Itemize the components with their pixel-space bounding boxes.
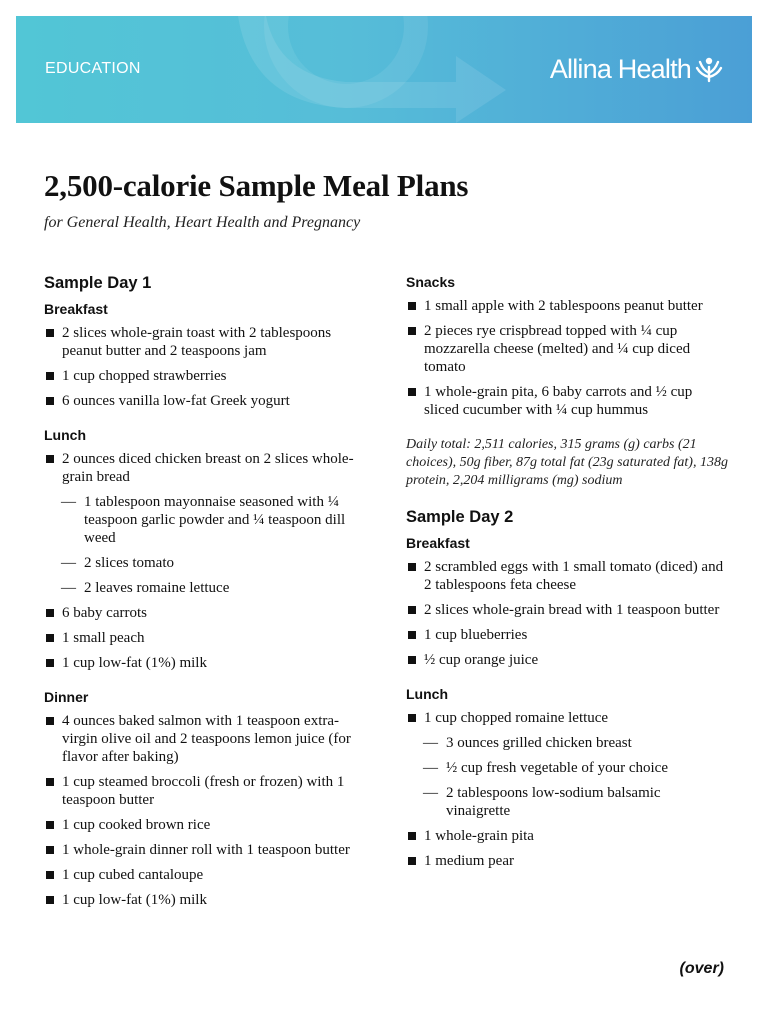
day1-lunch-heading: Lunch <box>44 427 86 443</box>
day2-heading: Sample Day 2 <box>406 508 514 526</box>
page-subtitle: for General Health, Heart Health and Pregnancy <box>44 214 361 231</box>
list-item: 1 cup low-fat (1%) milk <box>44 654 374 672</box>
left-column <box>44 274 374 926</box>
day1-snacks-heading: Snacks <box>406 274 456 290</box>
day1-breakfast-list <box>44 324 374 410</box>
day1-snacks-list <box>406 297 728 419</box>
day1-dinner-list <box>44 712 374 909</box>
list-item: 1 cup cubed cantaloupe <box>44 866 374 884</box>
header-banner <box>16 16 752 123</box>
list-item: 1 cup chopped strawberries <box>44 367 374 385</box>
list-item: 2 slices whole-grain toast with 2 tablespoons peanut butter and 2 teaspoons jam <box>44 324 374 360</box>
day2-lunch-list <box>406 709 728 870</box>
sub-list-item: — ½ cup fresh vegetable of your choice <box>406 759 728 777</box>
list-item: 1 whole-grain pita, 6 baby carrots and ½ cup sliced cucumber with ¼ cup hummus <box>406 383 728 419</box>
list-item: 1 medium pear <box>406 852 728 870</box>
right-column <box>406 274 728 887</box>
day1-daily-total: Daily total: 2,511 calories, 315 grams (g) carbs (21 choices), 50g fiber, 87g total fat (23g saturated fat), 138g protein, 2,204 milligrams (mg) sodium <box>406 437 728 488</box>
allina-health-logo <box>550 54 724 85</box>
day2-lunch-heading: Lunch <box>406 686 448 702</box>
list-item: 6 ounces vanilla low-fat Greek yogurt <box>44 392 374 410</box>
day1-lunch-list <box>44 450 374 672</box>
sub-list-item: — 2 tablespoons low-sodium balsamic vinaigrette <box>406 784 728 820</box>
day2-breakfast-list <box>406 558 728 669</box>
list-item: 1 cup chopped romaine lettuce <box>406 709 728 727</box>
list-item: 2 ounces diced chicken breast on 2 slices whole-grain bread <box>44 450 374 486</box>
list-item: 1 whole-grain dinner roll with 1 teaspoon butter <box>44 841 374 859</box>
allina-emblem-icon <box>694 53 724 83</box>
sub-list-item: — 2 leaves romaine lettuce <box>44 579 374 597</box>
list-item: ½ cup orange juice <box>406 651 728 669</box>
list-item: 2 pieces rye crispbread topped with ¼ cup mozzarella cheese (melted) and ¼ cup diced tomato <box>406 322 728 376</box>
list-item: 6 baby carrots <box>44 604 374 622</box>
logo-text: Allina Health <box>549 54 691 84</box>
list-item: 1 cup low-fat (1%) milk <box>44 891 374 909</box>
day1-dinner-heading: Dinner <box>44 689 89 705</box>
day1-breakfast-heading: Breakfast <box>44 301 108 317</box>
list-item: 4 ounces baked salmon with 1 teaspoon extra-virgin olive oil and 2 teaspoons lemon juice (for flavor after baking) <box>44 712 374 766</box>
list-item: 1 small apple with 2 tablespoons peanut butter <box>406 297 728 315</box>
sub-list-item: — 1 tablespoon mayonnaise seasoned with ¼ teaspoon garlic powder and ¼ teaspoon dill weed <box>44 493 374 547</box>
day1-heading: Sample Day 1 <box>44 274 152 292</box>
page-title: 2,500-calorie Sample Meal Plans <box>44 168 469 203</box>
list-item: 1 whole-grain pita <box>406 827 728 845</box>
sub-list-item: — 3 ounces grilled chicken breast <box>406 734 728 752</box>
sub-list-item: — 2 slices tomato <box>44 554 374 572</box>
category-label: EDUCATION <box>45 60 141 77</box>
list-item: 1 cup steamed broccoli (fresh or frozen) with 1 teaspoon butter <box>44 773 374 809</box>
day2-breakfast-heading: Breakfast <box>406 535 470 551</box>
list-item: 2 scrambled eggs with 1 small tomato (diced) and 2 tablespoons feta cheese <box>406 558 728 594</box>
list-item: 1 cup cooked brown rice <box>44 816 374 834</box>
over-indicator: (over) <box>679 960 724 977</box>
list-item: 2 slices whole-grain bread with 1 teaspoon butter <box>406 601 728 619</box>
list-item: 1 small peach <box>44 629 374 647</box>
list-item: 1 cup blueberries <box>406 626 728 644</box>
